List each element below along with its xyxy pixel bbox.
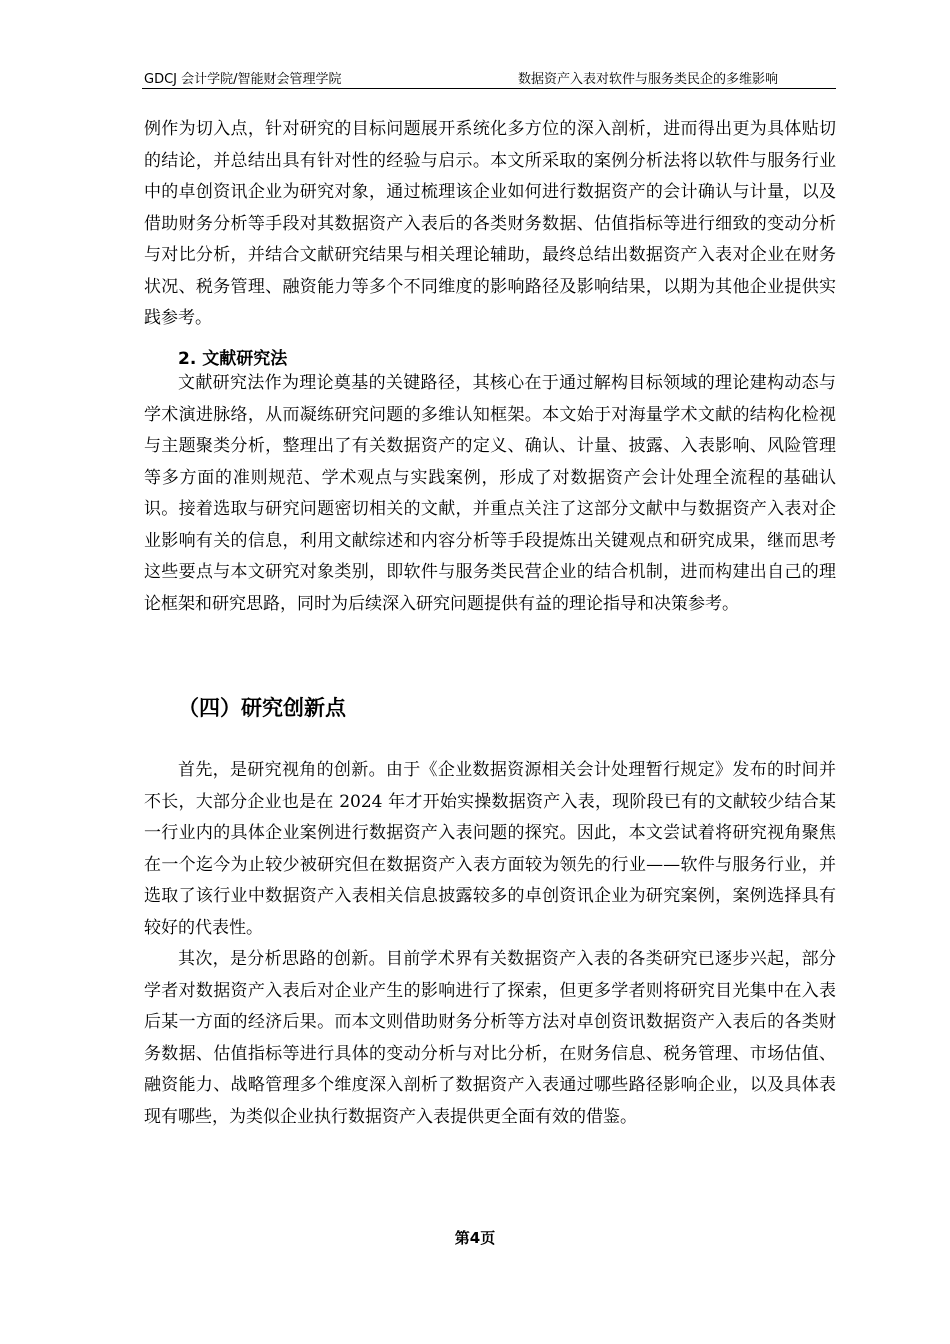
paragraph-literature-method: 文献研究法作为理论奠基的关键路径，其核心在于通过解构目标领域的理论建构动态与学术演进脉络，从而凝练研究问题的多维认知框架。本文始于对海量学术文献的结构化检视与主题聚类分析，整理出了有关数据资产的定义、确认、计量、披露、入表影响、风险管理等多方面的准则规范、学术观点与实践案例，形成了对数据资产会计处理全流程的基础认识。接着选取与研究问题密切相关的文献，并重点关注了这部分文献中与数据资产入表对企业影响有关的信息，利用文献综述和内容分析等手段提炼出关键观点和研究成果，继而思考这些要点与本文研究对象类别，即软件与服务类民营企业的结合机制，进而构建出自己的理论框架和研究思路，同时为后续深入研究问题提供有益的理论指导和决策参考。	[144, 373, 836, 614]
subheading-literature-method: 2. 文献研究法	[178, 349, 288, 369]
paragraph-innovation-perspective: 首先，是研究视角的创新。由于《企业数据资源相关会计处理暂行规定》发布的时间并不长，大部分企业也是在 2024 年才开始实操数据资产入表，现阶段已有的文献较少结合某一行业内的具体企业案例进行数据资产入表问题的探究。因此，本文尝试着将研究视角聚焦在一个迄今为止较少被研究但在数据资产入表方面较为领先的行业——软件与服务行业，并选取了该行业中数据资产入表相关信息披露较多的卓创资讯企业为研究案例，案例选择具有较好的代表性。	[144, 760, 836, 938]
header-institution: GDCJ 会计学院/智能财会管理学院	[144, 72, 342, 87]
paragraph-innovation-analysis: 其次，是分析思路的创新。目前学术界有关数据资产入表的各类研究已逐步兴起，部分学者对数据资产入表后对企业产生的影响进行了探索，但更多学者则将研究目光集中在入表后某一方面的经济后果。而本文则借助财务分析等方法对卓创资讯数据资产入表后的各类财务数据、估值指标等进行具体的变动分析与对比分析，在财务信息、税务管理、市场估值、融资能力、战略管理多个维度深入剖析了数据资产入表通过哪些路径影响企业，以及具体表现有哪些，为类似企业执行数据资产入表提供更全面有效的借鉴。	[144, 949, 836, 1127]
running-header	[142, 66, 836, 89]
paragraph-case-study: 例作为切入点，针对研究的目标问题展开系统化多方位的深入剖析，进而得出更为具体贴切的结论，并总结出具有针对性的经验与启示。本文所采取的案例分析法将以软件与服务行业中的卓创资讯企业为研究对象，通过梳理该企业如何进行数据资产的会计确认与计量，以及借助财务分析等手段对其数据资产入表后的各类财务数据、估值指标等进行细致的变动分析与对比分析，并结合文献研究结果与相关理论辅助，最终总结出数据资产入表对企业在财务状况、税务管理、融资能力等多个不同维度的影响路径及影响结果，以期为其他企业提供实践参考。	[144, 119, 836, 328]
page-number: 第4页	[454, 1229, 496, 1247]
section-heading-innovation: （四）研究创新点	[178, 696, 346, 720]
header-paper-title: 数据资产入表对软件与服务类民企的多维影响	[517, 72, 778, 87]
